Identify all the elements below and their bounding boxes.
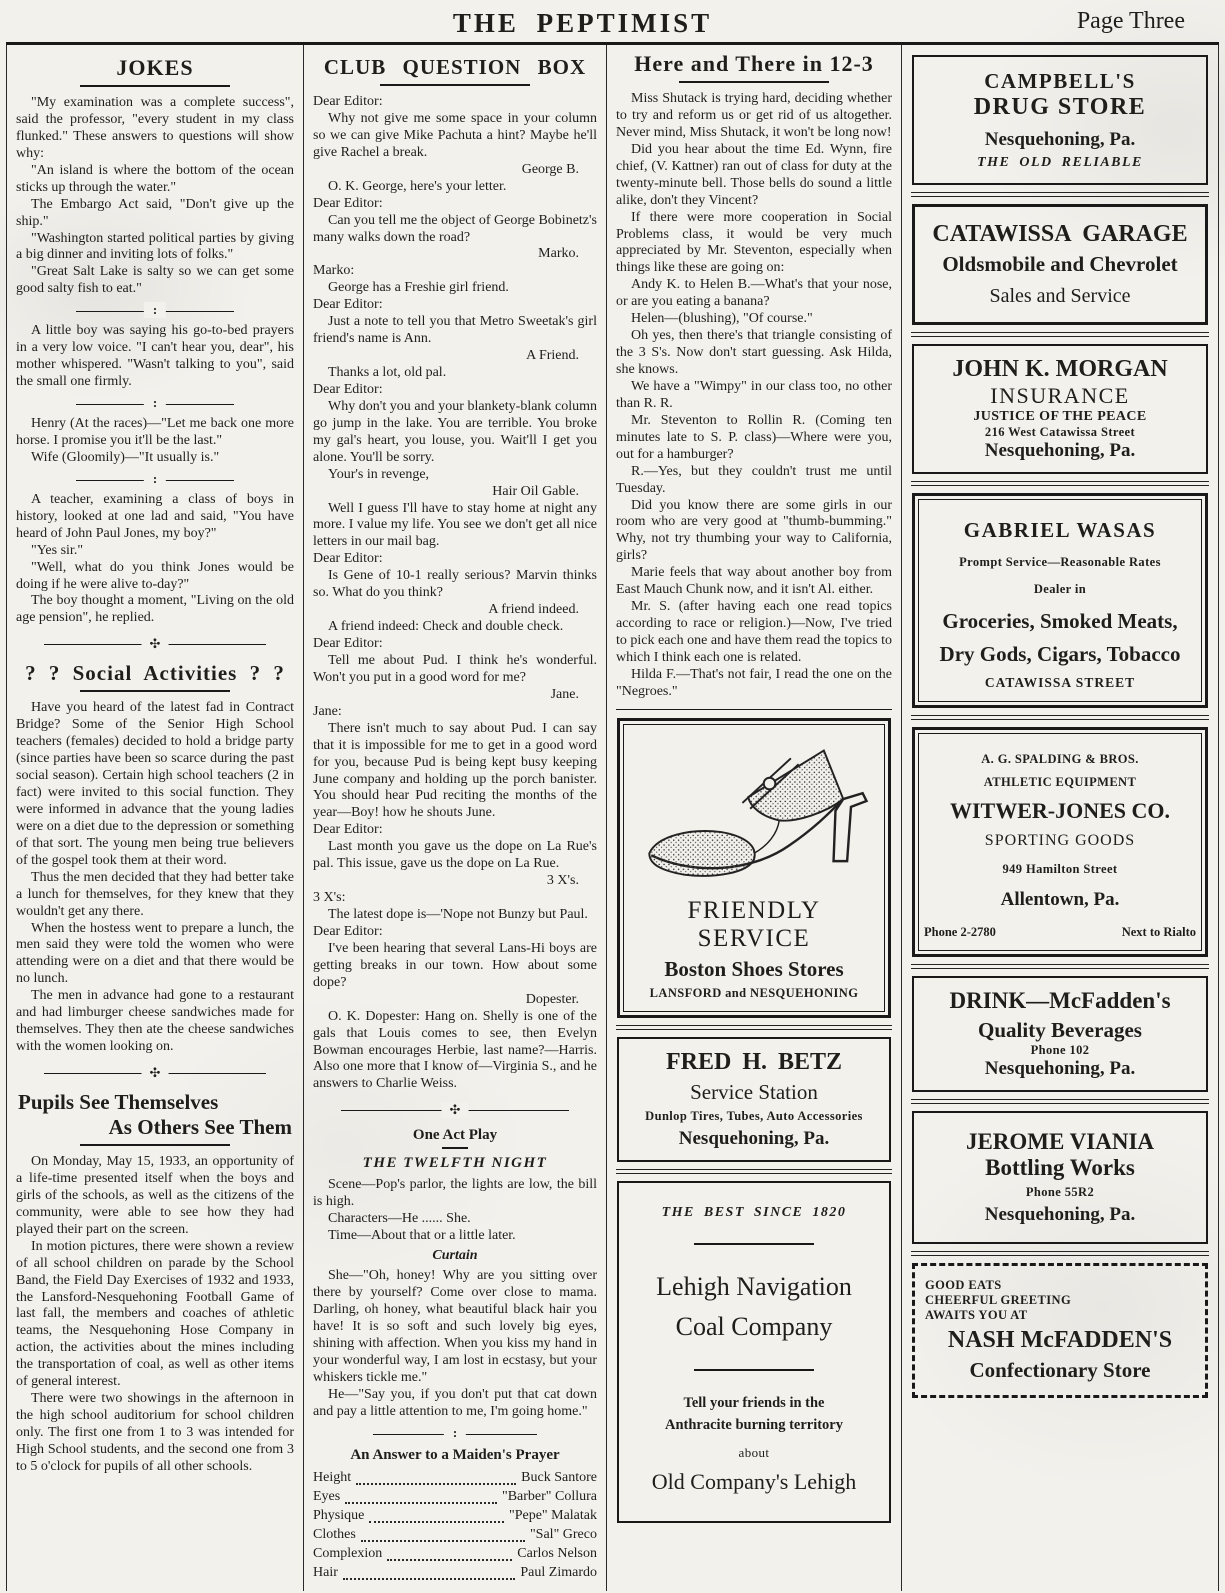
- ad-catawissa-garage: [912, 204, 1208, 325]
- letter-line: 3 X's.: [546, 873, 579, 889]
- ad-jerome-viania: [912, 1111, 1208, 1244]
- ad-line: Nesquehoning, Pa.: [678, 1127, 830, 1149]
- jokes-body: [16, 95, 294, 627]
- dot-leader: [356, 1483, 516, 1485]
- letter-line: I've been hearing that several Lans-Hi boys are getting breaks in our town. How about some dope?: [313, 940, 597, 990]
- ad-separator: [911, 481, 1209, 486]
- student-name: "Pepe" Malatak: [508, 1508, 597, 1524]
- ad-line: FRIENDLY SERVICE: [687, 896, 821, 952]
- club-question-box-title: CLUB QUESTION BOX: [323, 55, 587, 79]
- page-columns: [6, 45, 1219, 1591]
- ad-phone: Phone 2-2780: [924, 925, 996, 939]
- letter-line: Marko:: [313, 263, 355, 279]
- ad-line: Dealer in: [1033, 582, 1087, 596]
- here-and-there-body: [616, 91, 892, 701]
- ad-line: Lehigh Navigation: [656, 1271, 852, 1301]
- play-line: Characters—He ...... She.: [328, 1211, 471, 1227]
- ad-line: FRED H. BETZ: [665, 1048, 843, 1075]
- paragraph: Marie feels that way about another boy from East Mauch Chunk now, and it isn't Al. either.: [616, 565, 892, 598]
- play-line: Time—About that or a little later.: [328, 1228, 516, 1244]
- ad-line: NASH McFADDEN'S: [947, 1327, 1173, 1353]
- joke-paragraph: The boy thought a moment, "Living on the old age pension", he replied.: [16, 593, 294, 626]
- joke-paragraph: [76, 396, 234, 411]
- one-act-play-body: [313, 1177, 597, 1420]
- dot-leader: [387, 1559, 512, 1561]
- paper-title: THE PEPTIMIST: [452, 8, 713, 38]
- ornament-divider: [44, 636, 266, 652]
- maiden-prayer-title: An Answer to a Maiden's Prayer: [350, 1447, 560, 1464]
- dot-leader: [345, 1502, 497, 1504]
- ad-line: Allentown, Pa.: [1000, 889, 1120, 910]
- ad-line: Phone 102: [1030, 1043, 1090, 1057]
- ad-line: A. G. SPALDING & BROS.: [981, 752, 1139, 766]
- ad-rule: [694, 1243, 814, 1245]
- ad-line: Nesquehoning, Pa.: [984, 1058, 1136, 1079]
- letter-line: A Friend.: [526, 348, 579, 364]
- ad-campbells-drug-store: [912, 55, 1208, 185]
- title-underline: [380, 84, 530, 86]
- ad-boston-shoes: [617, 718, 891, 1018]
- ad-inner-frame: [623, 724, 885, 1012]
- attribute-label: Hair: [313, 1564, 338, 1580]
- dash-rule: [442, 1147, 468, 1149]
- pupils-title-line2: As Others See Them: [108, 1115, 292, 1139]
- letter-line: The latest dope is—'Nope not Bunzy but Paul.: [328, 907, 588, 922]
- letter-line: Why not give me some space in your column so we can give Mike Pachuta a hint? Maybe he'll give Rachel a break.: [313, 110, 597, 160]
- ornament-divider: [44, 1065, 266, 1081]
- social-activities-body: [16, 700, 294, 1056]
- ad-separator: [911, 1099, 1209, 1104]
- letter-line: 3 X's:: [313, 890, 346, 906]
- title-underline: [80, 1144, 230, 1146]
- ad-line: Boston Shoes Stores: [664, 956, 844, 981]
- joke-paragraph: [76, 303, 234, 318]
- ad-line: AWAITS YOU AT: [925, 1308, 1028, 1322]
- ad-line: THE BEST SINCE 1820: [661, 1204, 847, 1220]
- ad-line: about: [738, 1444, 770, 1460]
- ad-line: Groceries, Smoked Meats,: [942, 609, 1178, 633]
- joke-paragraph: "My examination was a complete success", said the professor, "every student in my class flunked." These answers to questions will show why:: [16, 95, 294, 161]
- ad-line: CATAWISSA GARAGE: [932, 221, 1188, 247]
- ad-drink-mcfaddens: [912, 976, 1208, 1092]
- ad-line: DRUG STORE: [973, 94, 1147, 120]
- ad-fred-betz: [617, 1037, 891, 1162]
- ad-line: JEROME VIANIA: [965, 1129, 1155, 1154]
- ad-line: CHEERFUL GREETING: [925, 1293, 1072, 1307]
- attribute-label: Physique: [313, 1508, 365, 1524]
- play-line: He—"Say you, if you don't put that cat down and pay a little attention to me, I'm going home.": [313, 1386, 597, 1419]
- ad-separator: [911, 964, 1209, 969]
- high-heel-shoe-illustration: [629, 737, 881, 897]
- pupils-title-line1: Pupils See Themselves: [18, 1090, 219, 1114]
- ad-separator: [911, 1251, 1209, 1256]
- ad-line: Dry Gods, Cigars, Tobacco: [939, 642, 1181, 666]
- letter-line: O. K. Dopester: Hang on. Shelly is one of the gals that Louis comes to see, then Evelyn Bowman encourages Herbie, last name?—Harris. Also one more that I know of—Virginia S., and he answers to Charlie Weiss.: [313, 1008, 597, 1092]
- ad-line: CATAWISSA STREET: [984, 675, 1136, 690]
- student-name: Paul Zimardo: [520, 1564, 597, 1580]
- maiden-prayer-list: [313, 1469, 597, 1582]
- play-line: She—"Oh, honey! Why are you sitting over there by yourself? Come over close to mama. Darling, oh honey, what beautiful black hair you have! It is so soft and such lovely big eyes, shining with affection. When you kiss my hand in your wonderful way, I am lost in ecstasy, but your whiskers tickle me.": [313, 1268, 597, 1385]
- ad-line: Prompt Service—Reasonable Rates: [959, 555, 1161, 569]
- title-underline: [80, 690, 230, 692]
- joke-paragraph: "An island is where the bottom of the ocean sticks up through the water.": [16, 162, 294, 195]
- paragraph: Mr. S. (after having each one read topics according to race or religion.)—Now, I've tried to pick each one and have them read the topics to which I think each one is related.: [616, 599, 893, 665]
- joke-paragraph: The Embargo Act said, "Don't give up the ship.": [16, 196, 294, 229]
- paragraph: Have you heard of the latest fad in Contract Bridge? Some of the Senior High School teachers (females) decided to hold a bridge party (since parties have been so scarce during the past social season). Certain high school teachers (2 in fact) were invited to this social function. They were informed in advance that the young ladies were on a diet due to the depression or something of that sort. The young men being true believers of the gospel took them at their word.: [16, 700, 294, 868]
- maiden-prayer-row: [313, 1488, 597, 1507]
- ad-separator: [911, 192, 1209, 197]
- title-underline: [80, 85, 230, 87]
- paragraph: In motion pictures, there were shown a review of all school children on parade by the School Band, the Field Day Exercises of 1932 and 1933, the Lansford-Nesquehoning Football Game of last fall, the members and coaches of athletic teams, the Nesquehoning Hose Company in action, the activities about the mines including the transportation of coal, as well as other items of general interest.: [16, 1238, 294, 1390]
- ad-line: SPORTING GOODS: [984, 832, 1136, 849]
- joke-paragraph: Wife (Gloomily)—"It usually is.": [31, 449, 220, 465]
- letter-line: Jane:: [313, 703, 342, 719]
- joke-paragraph: "Washington started political parties by giving a big dinner and inviting lots of folks.": [16, 230, 294, 263]
- masthead: [0, 0, 1225, 40]
- joke-paragraph: [76, 472, 234, 487]
- letter-line: Last month you gave us the dope on La Rue's pal. This issue, gave us the dope on La Rue.: [313, 839, 597, 872]
- ad-witwer-jones: [912, 727, 1208, 957]
- ad-line: Bottling Works: [985, 1155, 1135, 1180]
- paragraph: Helen—(blushing), "Of course.": [631, 311, 813, 327]
- ad-line: JOHN K. MORGAN: [952, 356, 1168, 382]
- letter-line: Dear Editor:: [313, 551, 383, 567]
- attribute-label: Height: [313, 1470, 352, 1486]
- letter-line: Well I guess I'll have to stay home at night any more. I value my life. You see we don't get all nice letters in our mail bag.: [313, 500, 598, 550]
- ad-line: Dunlop Tires, Tubes, Auto Accessories: [645, 1108, 863, 1123]
- letter-line: Is Gene of 10-1 really serious? Marvin thinks so. What do you think?: [313, 568, 597, 601]
- letter-line: O. K. George, here's your letter.: [328, 178, 507, 194]
- ad-inner-frame: [918, 733, 1202, 951]
- maiden-prayer-row: [313, 1526, 597, 1545]
- letter-line: A friend indeed: Check and double check.: [328, 619, 564, 635]
- student-name: Buck Santore: [521, 1470, 597, 1486]
- ad-phone-row: [924, 925, 1196, 940]
- ad-nash-mcfaddens: [912, 1263, 1208, 1398]
- ad-john-morgan-insurance: [912, 344, 1208, 474]
- attribute-label: Clothes: [313, 1527, 356, 1543]
- ad-separator: [616, 1025, 892, 1030]
- paragraph: The men in advance had gone to a restaurant and had limburger cheese sandwiches made for themselves. They then ate the cheese sandwiches with the women looking on.: [16, 988, 294, 1055]
- article-end-rule: [616, 709, 892, 710]
- paragraph: R.—Yes, but they couldn't trust me until Tuesday.: [616, 463, 892, 496]
- ad-line: GABRIEL WASAS: [963, 518, 1157, 542]
- paragraph: Miss Shutack is trying hard, deciding whether to try and reform us or get rid of us altogether. Never mind, Miss Shutack, it won't be long now!: [616, 91, 892, 140]
- ad-rule: [694, 1369, 814, 1371]
- paragraph: Andy K. to Helen B.—What's that your nose, or are you eating a banana?: [616, 277, 892, 310]
- column-2: [303, 45, 606, 1591]
- letter-line: Why don't you and your blankety-blank column go jump in the lake. You are terrible. You broke my gal's heart, you louse, you. Wait'll I get you alone. You'll be sorry.: [313, 398, 597, 465]
- one-act-play-heading: One Act Play: [412, 1127, 498, 1144]
- ad-line: THE OLD RELIABLE: [977, 155, 1143, 170]
- column-3: [606, 45, 901, 1591]
- student-name: "Sal" Greco: [529, 1527, 597, 1543]
- play-line: Curtain: [432, 1248, 478, 1264]
- ad-location-note: Next to Rialto: [1121, 925, 1196, 939]
- club-question-box-body: [313, 94, 597, 1093]
- letter-line: Dear Editor:: [313, 195, 383, 211]
- section-divider: [373, 1426, 537, 1441]
- ad-line: JUSTICE OF THE PEACE: [973, 409, 1147, 424]
- ad-line: Tell your friends in the Anthracite burning territory: [665, 1395, 843, 1434]
- paragraph: Oh yes, then there's that triangle consisting of the 3 S's. Now don't start guessing. Ask Hilda, she knows.: [616, 328, 892, 377]
- paragraph: Hilda F.—That's not fair, I read the one on the "Negroes.": [616, 666, 892, 699]
- letter-line: George B.: [521, 161, 579, 177]
- maiden-prayer-row: [313, 1564, 597, 1583]
- student-name: Carlos Nelson: [517, 1546, 597, 1561]
- pupils-body: [16, 1154, 294, 1476]
- joke-paragraph: "Great Salt Lake is salty so we can get some good salty fish to eat.": [16, 264, 294, 297]
- attribute-label: Complexion: [313, 1546, 383, 1561]
- letter-line: Dear Editor:: [313, 297, 383, 313]
- ad-line: Sales and Service: [989, 285, 1131, 307]
- ornament-divider: [341, 1102, 569, 1118]
- social-activities-title: ? ? Social Activities ? ?: [25, 661, 285, 686]
- joke-paragraph: "Yes sir.": [31, 542, 84, 558]
- letter-line: Just a note to tell you that Metro Sweetak's girl friend's name is Ann.: [313, 314, 597, 347]
- joke-paragraph: "Well, what do you think Jones would be doing if he were alive to-day?": [16, 559, 294, 592]
- column-4: [901, 45, 1219, 1591]
- paragraph: Did you know there are some girls in our room who are very good at "thumb-bumming." Why, not try thumbing your way to California, girls?: [616, 497, 892, 564]
- joke-paragraph: A little boy was saying his go-to-bed prayers in a very low voice. "I can't hear you, dear", his mother whispered. "Wasn't talking to you", said the small one firmly.: [16, 323, 294, 390]
- paragraph: Mr. Steventon to Rollin R. (Coming ten minutes late to S. P. class)—Where were you, out for a hamburger?: [616, 412, 892, 462]
- paragraph: We have a "Wimpy" in our class too, no other than R. R.: [616, 378, 892, 411]
- here-and-there-title: Here and There in 12-3: [634, 51, 874, 76]
- letter-line: Your's in revenge,: [328, 466, 430, 482]
- letter-line: Tell me about Pud. I think he's wonderful. Won't you put in a good word for me?: [313, 652, 597, 685]
- paragraph: If there were more cooperation in Social Problems class, it would be very much appreciated by Mr. Steventon, especially when things like these are going on:: [616, 209, 892, 276]
- ad-line: Phone 55R2: [1025, 1185, 1095, 1199]
- ad-line: Oldsmobile and Chevrolet: [942, 252, 1178, 276]
- letter-line: There isn't much to say about Pud. I can say that it is impossible for me to get in a good word for you, because Pud is being kept busy keeping June company and holding up the porch banister. You should hear Pud reciting the months of the year—Boy! how he shouts June.: [313, 720, 597, 821]
- paragraph: Thus the men decided that they had better take a lunch for themselves, for they knew that they wouldn't get any there.: [16, 869, 294, 919]
- letter-line: Dear Editor:: [313, 636, 383, 651]
- joke-paragraph: A teacher, examining a class of boys in history, looked at one lad and said, "You have heard of John Paul Jones, my boy?": [16, 491, 294, 541]
- letter-line: Jane.: [550, 686, 579, 702]
- letter-line: Dear Editor:: [313, 923, 383, 939]
- paragraph: On Monday, May 15, 1933, an opportunity of a life-time presented itself when the boys and girls of the schools, as well as the citizens of the community, were able to see how they had played their part on the screen.: [16, 1154, 294, 1237]
- student-name: "Barber" Collura: [501, 1489, 597, 1505]
- letter-line: Dear Editor:: [313, 94, 383, 109]
- ad-separator: [911, 715, 1209, 720]
- attribute-label: Eyes: [313, 1489, 341, 1505]
- letter-line: Dopester.: [525, 991, 579, 1007]
- ad-line: LANSFORD and NESQUEHONING: [649, 985, 859, 1000]
- title-underline: [679, 81, 829, 83]
- ad-line: WITWER-JONES CO.: [949, 798, 1171, 823]
- letter-line: Can you tell me the object of George Bobinetz's many walks down the road?: [313, 212, 597, 245]
- letter-line: Dear Editor:: [313, 381, 383, 397]
- maiden-prayer-row: [313, 1507, 597, 1526]
- dot-leader: [369, 1521, 504, 1523]
- joke-paragraph: Henry (At the races)—"Let me back one more horse. I promise you it'll be the last.": [16, 416, 294, 448]
- dot-leader: [343, 1578, 516, 1580]
- page-number: Page Three: [1076, 8, 1185, 34]
- letter-line: Hair Oil Gable.: [492, 483, 579, 499]
- ad-line: Old Company's Lehigh: [651, 1468, 857, 1494]
- letter-line: A friend indeed.: [488, 602, 579, 618]
- ad-line: GOOD EATS: [925, 1278, 1002, 1292]
- ad-line: DRINK—McFadden's: [949, 988, 1171, 1013]
- ad-line: Coal Company: [675, 1312, 833, 1342]
- ad-line: Nesquehoning, Pa.: [984, 129, 1136, 150]
- letter-line: Marko.: [538, 246, 579, 262]
- ad-inner-frame: [918, 499, 1202, 702]
- dot-leader: [361, 1540, 525, 1542]
- ad-line: 216 West Catawissa Street: [984, 425, 1136, 439]
- maiden-prayer-row: [313, 1469, 597, 1488]
- play-title: THE TWELFTH NIGHT: [362, 1155, 548, 1172]
- letter-line: Thanks a lot, old pal.: [328, 365, 447, 380]
- ad-line: Nesquehoning, Pa.: [984, 440, 1136, 461]
- ad-line: CAMPBELL'S: [984, 69, 1136, 93]
- column-1: [6, 45, 303, 1591]
- ad-line: Quality Beverages: [978, 1018, 1142, 1042]
- ad-line: 949 Hamilton Street: [1002, 862, 1118, 876]
- ad-line: INSURANCE: [990, 383, 1130, 408]
- ad-lehigh-coal: [617, 1181, 891, 1523]
- ad-gabriel-wasas: [912, 493, 1208, 708]
- letter-line: Dear Editor:: [313, 822, 383, 838]
- ad-separator: [616, 1169, 892, 1174]
- ad-line: Service Station: [690, 1079, 818, 1104]
- paragraph: When the hostess went to prepare a lunch, the men said they were told the women who were attending were on a diet and that there would be no lunch.: [16, 920, 294, 987]
- play-line: Scene—Pop's parlor, the lights are low, the bill is high.: [313, 1177, 597, 1210]
- maiden-prayer-row: [313, 1545, 597, 1564]
- ad-line: Nesquehoning, Pa.: [984, 1204, 1136, 1225]
- paragraph: There were two showings in the afternoon in the high school auditorium for school children only. The first one from 1 to 3 was intended for High School students, and the second one from 3 to 5 o'clock for pupils of all other schools.: [16, 1391, 294, 1474]
- ad-line: ATHLETIC EQUIPMENT: [983, 775, 1137, 789]
- ad-line: Confectionary Store: [969, 1358, 1151, 1382]
- paragraph: Did you hear about the time Ed. Wynn, fire chief, (V. Kattner) ran out of class for duty at the twenty-minute bell. Those bells do sound a little alike, don't they Vincent?: [616, 141, 892, 208]
- jokes-title: JOKES: [116, 55, 194, 80]
- ad-separator: [911, 332, 1209, 337]
- letter-line: George has a Freshie girl friend.: [328, 280, 509, 296]
